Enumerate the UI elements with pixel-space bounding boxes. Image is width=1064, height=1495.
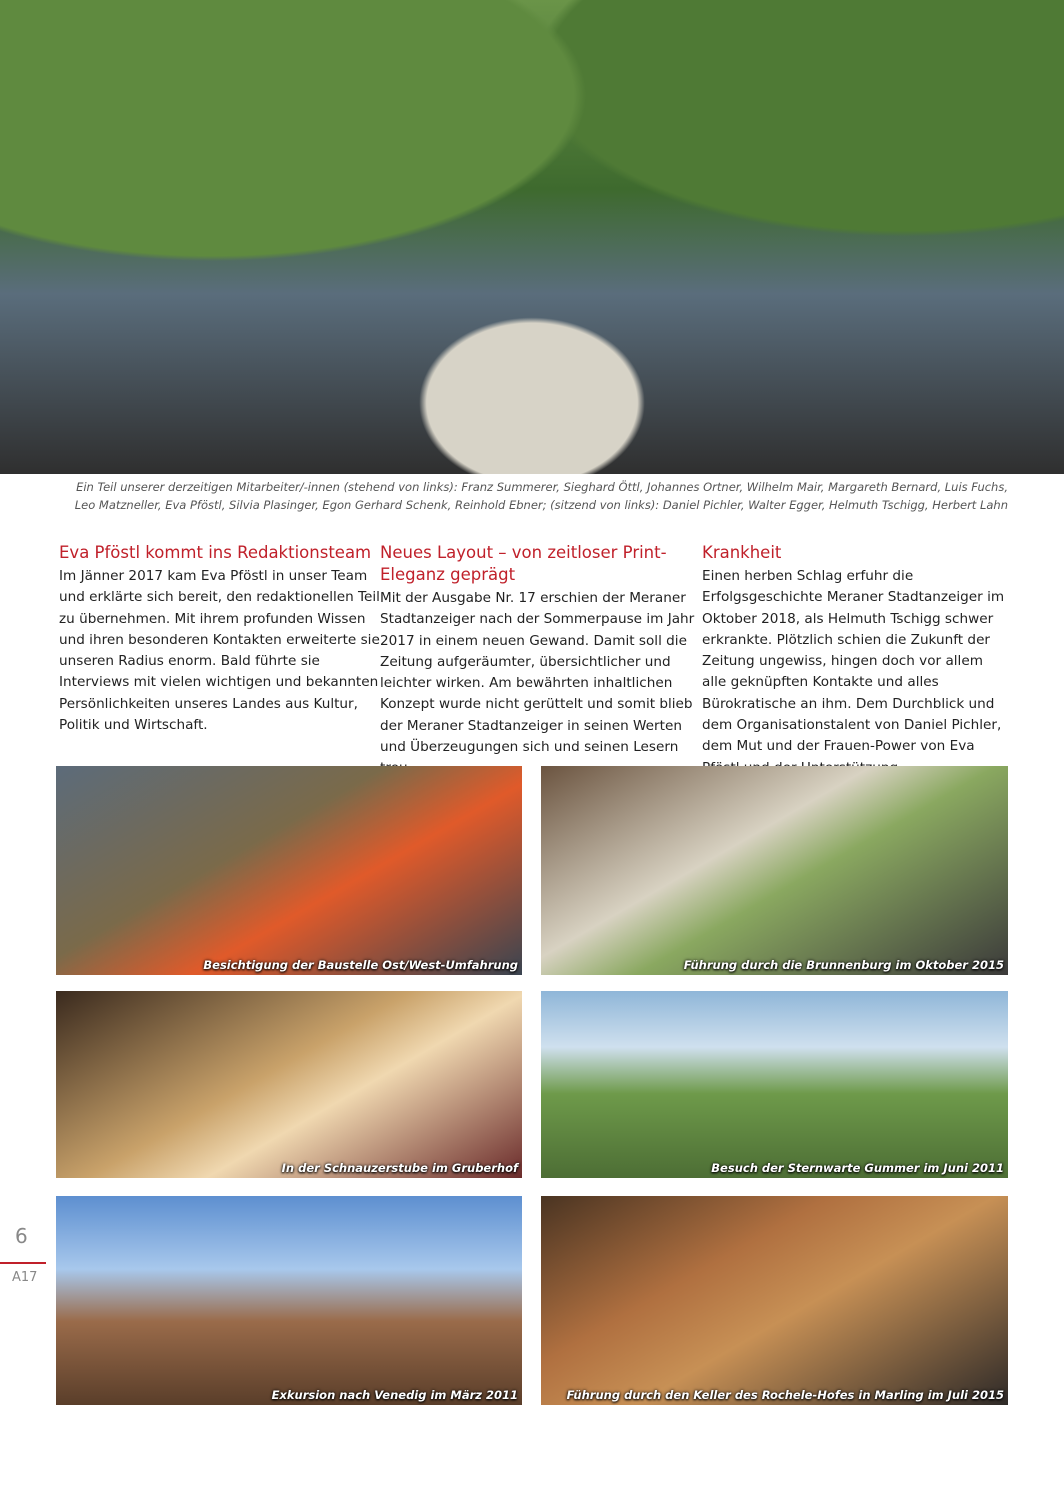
photo-schnauzerstube (56, 991, 522, 1178)
photo-caption: Besichtigung der Baustelle Ost/West-Umfahrung (203, 958, 518, 972)
photo-caption: Exkursion nach Venedig im März 2011 (271, 1388, 518, 1402)
column-heading: Neues Layout – von zeitloser Print-Eleganz geprägt (380, 543, 667, 584)
hero-caption (0, 478, 1064, 514)
photo-brunnenburg (541, 766, 1008, 975)
column-heading: Eva Pföstl kommt ins Redaktionsteam (59, 543, 372, 562)
hero-photo (0, 0, 1064, 474)
page-number-rule (0, 1262, 46, 1264)
photo-caption: Führung durch den Keller des Rochele-Hofes in Marling im Juli 2015 (566, 1388, 1004, 1402)
article-column-3 (702, 542, 1008, 755)
article-column-1 (59, 542, 381, 736)
photo-rochele-keller (541, 1196, 1008, 1405)
column-heading: Krankheit (702, 543, 782, 562)
column-body: Im Jänner 2017 kam Eva Pföstl in unser Team und erklärte sich bereit, den redaktionellen Teil zu übernehmen. Mit ihrem profunden Wissen und ihren besonderen Kontakten erweiterte sie unseren Radius enorm. Bald führte sie Interviews mit vielen wichtigen und bekannten Persönlichkeiten unseres Landes aus Kultur, Politik und Wirtschaft. (59, 568, 380, 734)
column-body: Einen herben Schlag erfuhr die Erfolgsgeschichte Meraner Stadtanzeiger im Oktober 2018, als Helmuth Tschigg schwer erkrankte. Plötzlich schien die Zukunft der Zeitung ungewiss, hingen doch vor allem alle geknüpften Kontakte und alles Bürokratische an ihm. Dem Durchblick und dem Organisationstalent von Daniel Pichler, dem Mut und der Frauen-Power von Eva (702, 568, 1005, 755)
hero-caption-line: Leo Matzneller, Eva Pföstl, Silvia Plasinger, Egon Gerhard Schenk, Reinhold Ebner; (sitzend von links): Daniel Pichler, Walter Egger, Helmuth Tschigg, Herbert Lahn (74, 498, 1008, 512)
photo-caption: Besuch der Sternwarte Gummer im Juni 2011 (711, 1161, 1004, 1175)
photo-caption: Führung durch die Brunnenburg im Oktober 2015 (683, 958, 1004, 972)
photo-construction-site (56, 766, 522, 975)
page-number: 6 (15, 1224, 28, 1248)
photo-sternwarte-gummer (541, 991, 1008, 1178)
photo-venedig (56, 1196, 522, 1405)
article-column-2 (380, 542, 702, 780)
page-code: A17 (12, 1270, 38, 1285)
column-body: Mit der Ausgabe Nr. 17 erschien der Meraner Stadtanzeiger nach der Sommerpause im Jahr 2017 in einem neuen Gewand. Damit soll die Zeitung aufgeräumter, übersichtlicher und leichter wirken. Am bewährten inhaltlichen Konzept wurde nicht gerüttelt und somit blieb der Meraner Stadtanzeiger in seinen Werten und Überzeugungen sich und seinen Lesern (380, 590, 695, 756)
photo-caption: In der Schnauzerstube im Gruberhof (281, 1161, 518, 1175)
hero-caption-line: Ein Teil unserer derzeitigen Mitarbeiter/-innen (stehend von links): Franz Summerer, Sieghard Öttl, Johannes Ortner, Wilhelm Mair, Margareth Bernard, Luis Fuchs, (76, 480, 1008, 494)
